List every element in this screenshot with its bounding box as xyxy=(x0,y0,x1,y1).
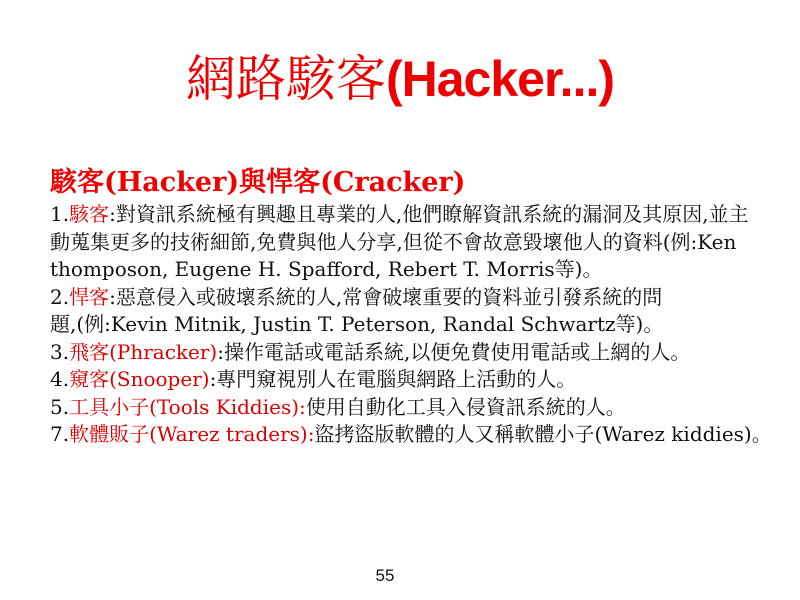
body-segment-text: 4. xyxy=(50,367,70,391)
body-line xyxy=(50,229,762,257)
body-segment-text: 動蒐集更多的技術細節,免費與他人分享,但從不會故意毀壞他人的資料(例:Ken xyxy=(50,229,737,254)
body-segment-text: 2. xyxy=(50,284,70,309)
body-segment-text: 盜拷盜版軟體的人又稱軟體小子(Warez kiddies)。 xyxy=(314,422,772,446)
body-segment-text: 題,(例:Kevin Mitnik, Justin T. Peterson, Randal Schwartz等)。 xyxy=(50,312,664,336)
keyword-red-text: 窺客(Snooper) xyxy=(69,367,210,391)
body-line xyxy=(50,339,762,367)
slide-title-cjk: 網路駭客 xyxy=(185,50,386,108)
keyword-red-text: 軟體販子(Warez traders): xyxy=(69,422,315,446)
body-line xyxy=(50,201,762,229)
keyword-red-text: 工具小子(Tools Kiddies): xyxy=(69,394,306,419)
body-segment-text: :對資訊系統極有興趣且專業的人,他們瞭解資訊系統的漏洞及其原因,並主 xyxy=(109,202,749,226)
body-line xyxy=(50,311,762,339)
keyword-red-text: 駭客 xyxy=(69,202,110,226)
slide-subtitle: 駭客(Hacker)與悍客(Cracker) xyxy=(50,167,466,198)
body-segment-text: thomposon, Eugene H. Spafford, Rebert T. Morris等)。 xyxy=(50,257,603,281)
body-line xyxy=(50,421,772,449)
body-segment-text: :專門窺視別人在電腦與網路上活動的人。 xyxy=(209,367,577,391)
body-segment-text: 使用自動化工具入侵資訊系統的人。 xyxy=(305,394,626,419)
body-segment-text: 1. xyxy=(50,202,70,226)
body-line xyxy=(50,256,762,284)
keyword-red-text: 飛客(Phracker) xyxy=(69,339,218,364)
body-segment-text: 5. xyxy=(50,394,70,419)
slide-title xyxy=(0,46,800,112)
keyword-red-text: 悍客 xyxy=(69,284,110,309)
body-segment-text: 3. xyxy=(50,339,70,364)
body-line xyxy=(50,366,762,394)
body-line xyxy=(50,284,762,312)
body-line xyxy=(50,394,762,422)
body-segment-text: :操作電話或電話系統,以便免費使用電話或上網的人。 xyxy=(217,339,691,364)
body-segment-text: 7. xyxy=(50,422,70,446)
slide-title-latin: (Hacker...) xyxy=(385,51,614,107)
page-number: 55 xyxy=(375,566,395,585)
body-segment-text: :惡意侵入或破壞系統的人,常會破壞重要的資料並引發系統的問 xyxy=(109,284,663,309)
body-text xyxy=(50,201,772,449)
